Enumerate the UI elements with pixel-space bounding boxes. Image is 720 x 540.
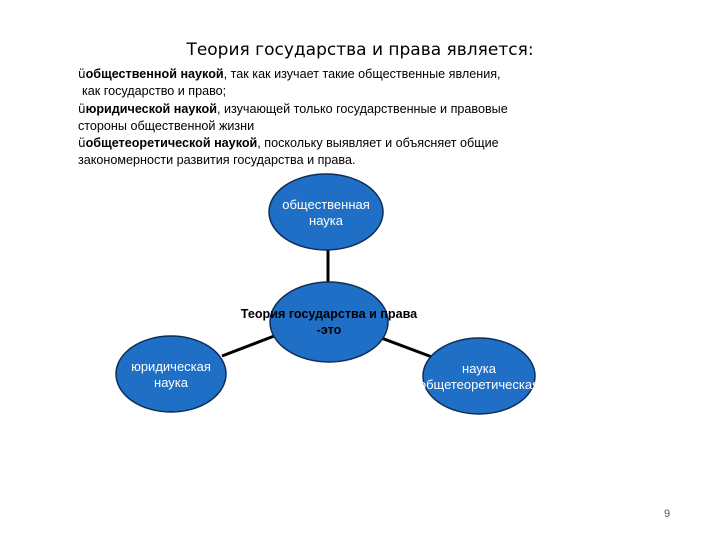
node-center-line1: Теория государства и права (240, 307, 418, 321)
list-item-text: , поскольку выявляет и объясняет общие (257, 136, 499, 151)
check-mark-icon: ü (78, 136, 86, 151)
page-number: 9 (664, 508, 671, 520)
node-right-line1: наука (462, 361, 496, 376)
list-item-term: общественной наукой (85, 67, 224, 81)
list-item-continuation: стороны общественной жизни (78, 118, 255, 133)
list-item-text: , изучающей только государственные и правовые (216, 101, 508, 116)
connector-right (376, 336, 432, 357)
list-item-term: юридической наукой (85, 101, 217, 116)
node-center-label (224, 306, 434, 338)
slide-title: Теория государства и права является: (186, 40, 534, 60)
node-right-label (404, 361, 554, 393)
check-mark-icon: ü (78, 101, 86, 116)
node-left-line2: наука (154, 375, 188, 390)
node-left-line1: юридическая (131, 359, 211, 374)
check-mark-icon: ü (78, 67, 86, 81)
list-item-continuation: закономерности развития государства и права. (78, 153, 356, 168)
node-right-line2: общетеоретическая (418, 377, 540, 392)
node-top-line2: наука (309, 213, 343, 228)
node-top-line1: общественная (282, 197, 370, 212)
list-item-continuation: как государство и право; (82, 84, 227, 99)
node-top-label (266, 197, 386, 229)
node-left-label (116, 359, 226, 391)
list-item-text: , так как изучает такие общественные явления, (223, 67, 501, 81)
node-center-line2: -это (316, 323, 342, 337)
list-item-term: общетеоретической наукой (85, 136, 258, 151)
